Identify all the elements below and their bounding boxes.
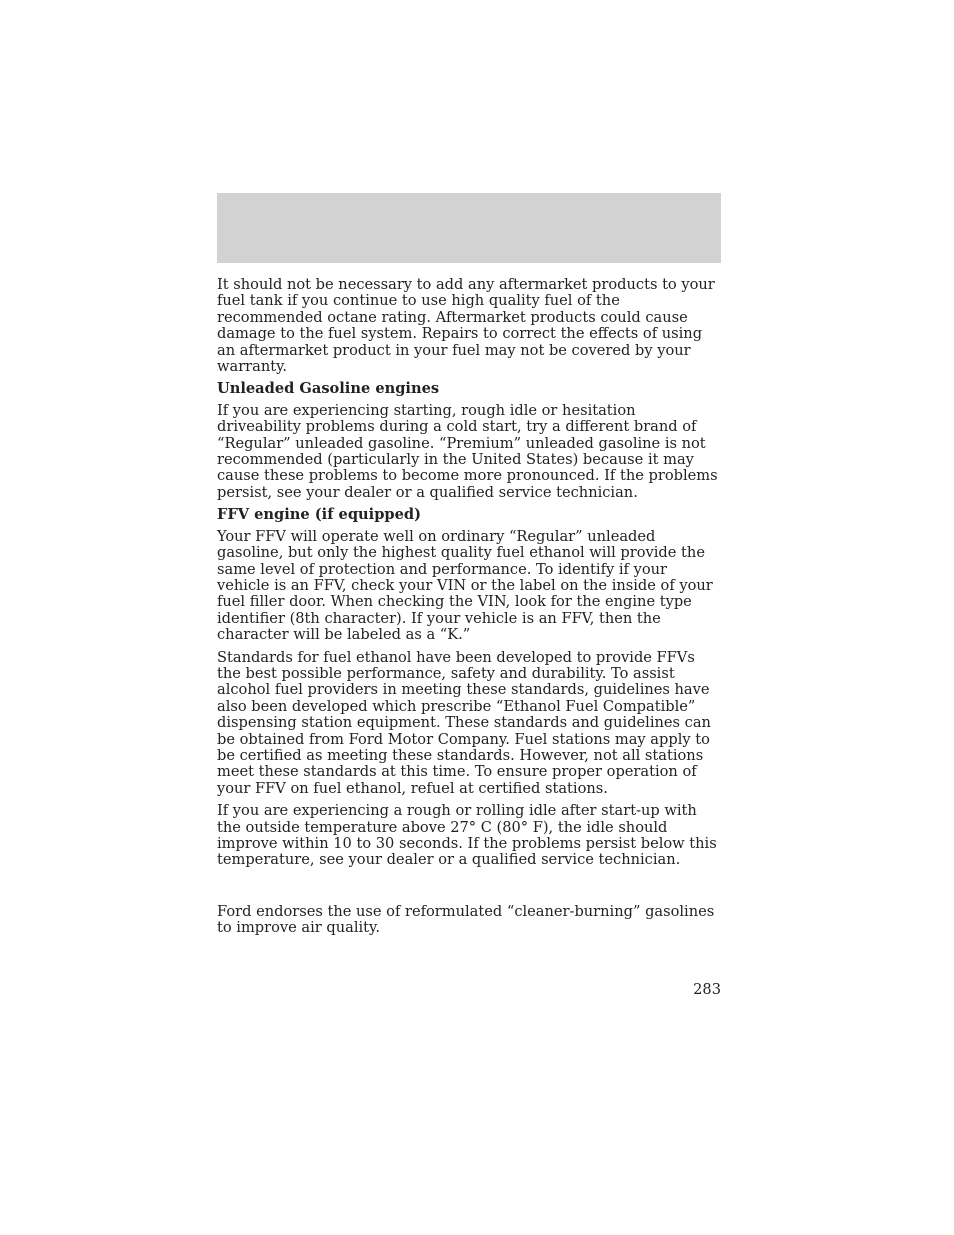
intro-paragraph: It should not be necessary to add any aftermarket products to your fuel tank if you continue to use high quality fuel of the recommended octane rating. Aftermarket products could cause damage to the fuel system. Repairs to correct the effects of using an aftermarket product in your fuel may not be covered by your warranty. — [217, 276, 715, 376]
ffv-paragraph-2: Standards for fuel ethanol have been developed to provide FFVs the best possible performance, safety and durability. To assist alcohol fuel providers in meeting these standards, guidelines have also been developed which prescribe “Ethanol Fuel Compatible” dispensing station equipment. These standards and guidelines can be obtained from Ford Motor Company. Fuel stations may apply to be certified as meeting these standards. However, not all stations meet these standards at this time. To ensure proper operation of your FFV on fuel ethanol, refuel at certified stations. — [217, 648, 711, 797]
page-number: 283 — [693, 981, 721, 998]
unleaded-heading: Unleaded Gasoline engines — [217, 380, 440, 398]
section-gap — [217, 875, 723, 904]
page-body — [217, 277, 723, 943]
section-header-band — [217, 193, 721, 263]
unleaded-paragraph: If you are experiencing starting, rough idle or hesitation driveability problems during a cold start, try a different brand of “Regular” unleaded gasoline. “Premium” unleaded gasoline is not recommended (particularly in the United States) because it may cause these problems to become more pronounced. If the problems persist, see your dealer or a qualified service technician. — [217, 401, 718, 501]
ffv-paragraph-1: Your FFV will operate well on ordinary “Regular” unleaded gasoline, but only the highest quality fuel ethanol will provide the same level of protection and performance. To identify if your vehicle is an FFV, check your VIN or the label on the inside of your fuel filler door. When checking the VIN, look for the engine type identifier (8th character). If your vehicle is an FFV, then the character will be labeled as a “K.” — [217, 527, 713, 644]
reformulated-paragraph: Ford endorses the use of reformulated “cleaner-burning” gasolines to improve air quality. — [217, 902, 715, 937]
ffv-heading: FFV engine (if equipped) — [217, 506, 421, 524]
ffv-paragraph-3: If you are experiencing a rough or rolling idle after start-up with the outside temperature above 27° C (80° F), the idle should improve within 10 to 30 seconds. If the problems persist below this temperature, see your dealer or a qualified service technician. — [217, 802, 717, 869]
